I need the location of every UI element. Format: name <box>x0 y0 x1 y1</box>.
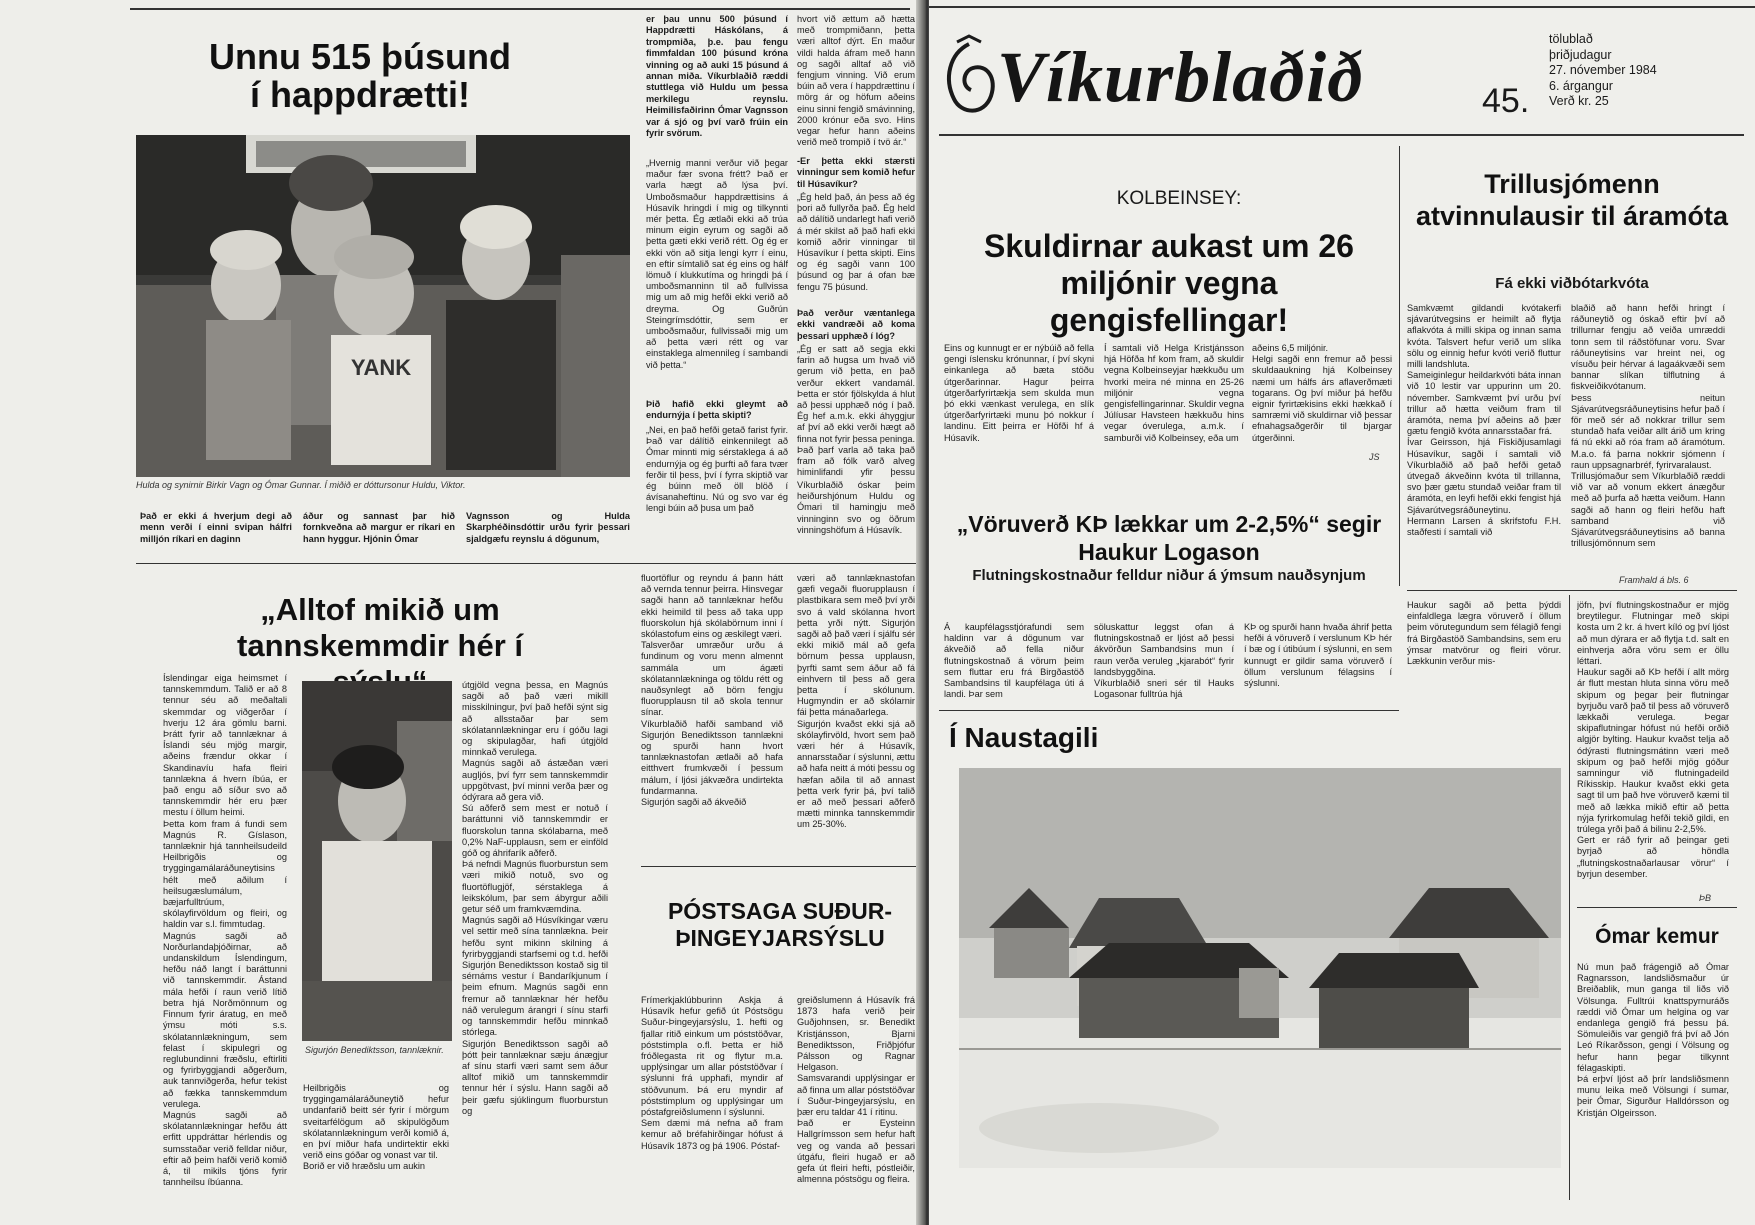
column-rule <box>1399 146 1400 586</box>
voruverd-headline: „Vöruverð KÞ lækkar um 2-2,5%“ segir Haukur Logason <box>956 511 1382 565</box>
trillu-continued: Framhald á bls. 6 <box>1619 575 1689 585</box>
issue-label: tölublað <box>1549 32 1593 46</box>
naustagil-headline: Í Naustagili <box>949 722 1099 753</box>
dental-col3: útgjöld vegna þessa, en Magnús sagði að það væri mikill misskilningur, því það hefði sýnt sig að allsstaðar þar sem skólatannlækningar eru í góðu lagi og skipulagðar, hafi útgjöld minnkað verulega. Magnús sagði að ástæðan væri augljós, því fyrr sem tannskemmdir uppgötvast, því minni verða þær og ódýrara að gera við. Sú aðferð sem mest er notuð í baráttunni við tannskemmdir er fluorskolun tanna skólabarna, með 0,2% NaF-upplausn, sem er einföld góð og áhrifarík aðferð. Þá nefndi Magnús fluorburstun sem væri mikið notuð, svo og fluortöflugjöf, sérstaklega á leikskólum, þar sem ábyrgur aðili getur séð um framkvæmdina. Magnús sagði að Húsvíkingar væru vel settir með sína tannlækna. Þeir hefðu synt mikinn skilning á fyrirbyggjandi starfsemi og t.d. hefði Sigurjón Benediktsson kostað sig til sérnáms vestur í Bandaríkjunum í þeim efnum. Magnús sagði enn fremur að tannlæknar hér hefðu náð verulegum árangri í sínu starfi og tannskemmdir hefðu minnkað stórlega. Sigurjón Benediktsson sagði að þótt þeir tannlæknar sæju ánægjur af sínu starfi væri samt sem áður alltof mikið um tannskemmdir tennur hér í sýslu. Hann sagði að þeir gæfu sjúklingum fluorburstun og <box>462 680 608 1116</box>
lottery-col-a-intro: er þau unnu 500 þúsund í Happdrætti Háskólans, á trompmiða, þ.e. þau fengu fimmfaldan 100 þúsund króna vinning og að auki 15 þúsund á annan miða. Víkurblaðið ræddi stuttlega við Huldu um þessa merkilegu reynslu. Heimilisfaðirinn Ómar Vagnsson var á sjó og því varð frúin ein fyrir svörum. <box>646 14 788 139</box>
top-rule <box>130 8 910 10</box>
voruverd-col1: Á kaupfélagsstjórafundi sem haldinn var á dögunum var ákveðið að fella niður flutningskostnað á vörum þeim sem fluttar eru frá Birgðastöð Sambandsins til kaupfélaga úti á landi. Þar sem <box>944 622 1084 700</box>
lottery-col-b-body2: „Ég held það, án þess að ég þori að fullyrða það. Ég held að dálítið undarlegt hafi verið á mér skilst að það hafi ekki komið aðrir vinningar til Húsavíkur í þetta skipti. Eins og ég sagði vann 100 þúsund og þar á ofan bæ fengu 75 þúsund. <box>797 192 915 292</box>
issue-price: Verð kr. 25 <box>1549 94 1609 108</box>
masthead-emblem-icon <box>939 34 999 124</box>
postal-col2: greiðslumenn á Húsavík frá 1873 hafa verið þeir Guðjohnsen, sr. Benedikt Kristjánsson, Bjarni Benediktsson, Friðþjófur Pálsson og Ragnar Helgason. Samsvarandi upplýsingar er að finna um allar póststöðvar í Suður-Þingeyjarsýslu, en þær eru taldar 41 í ritinu. Það er Eysteinn Hallgrímsson sem hefur haft veg og vanda að þessari útgáfu, fleiri hugað er að gefa út fleiri hefti, póstleiðir, almenna póstsögu og fleira. <box>797 995 915 1185</box>
voruverd-col2: söluskattur leggst ofan á flutningskostnað er ljóst að þessi ákvörðun Sambandsins mun í raun verða veruleg „kjarabót“ fyrir landsbyggðina. Víkurblaðið sneri sér til Hauks Logasonar fulltrúa hjá <box>1094 622 1234 700</box>
trillu-subhead: Fá ekki viðbótarkvóta <box>1495 275 1649 292</box>
dentist-caption: Sigurjón Benediktsson, tannlæknir. <box>305 1045 444 1055</box>
trillu-col1: Samkvæmt gildandi kvótakerfi sjávarútvegsins er heimilt að flytja aflakvóta á milli skipa og innan sama kvóta. Talsvert hefur verið um slíka sölu og einnig hefur kvóti verið fluttur milli landshluta. Sameiginlegur heildarkvóti báta innan við 10 lestir var uppurinn um 20. nóvember. Samkvæmt því urðu því trillur að hætta veiðum fram til áramóta, nema því aðeins að þær gætu fengið kvóta annarsstaðar frá. Ívar Geirsson, hjá Fiskiðjusamlagi Húsavíkur, sagði í samtali við Víkurblaðið að það hefði getað útvegað ákveðinn kvóta til trillanna, svo þær gætu stundað veiðar fram til áramóta, en leyfi hefði ekki fengist hjá Sjávarútvegsráðuneytinu. Hermann Larsen á skrifstofu F.H. staðfesti í samtali við <box>1407 303 1561 538</box>
voruverd-subhead: Flutningskostnaður felldur niður á ýmsum nauðsynjum <box>972 567 1366 584</box>
lottery-column-b <box>797 14 915 559</box>
masthead-title: Víkurblaðið <box>997 37 1365 117</box>
lottery-headline <box>140 38 580 114</box>
kolbeinsey-col1: Eins og kunnugt er er nýbúið að fella gengi íslensku krónunnar, í því skyni einkanlega að bæta stöðu útgerðarinnar. Hagur þeirra útgerðarfyrirtækja sem skulda mun þó ekki vænkast verulega, en slík útgerðarfyrirtæki munu þó nokkur í landinu. Eitt þeirra er Höfði hf á Húsavík. <box>944 343 1094 443</box>
postal-headline: PÓSTSAGA SUÐUR-ÞINGEYJARSÝSLU <box>667 898 893 951</box>
kolbeinsey-headline: Skuldirnar aukast um 26 miljónir vegna gengisfellingar! <box>984 228 1354 338</box>
omar-col: Nú mun það frágengið að Ómar Ragnarsson, landsliðsmaður úr Breiðablik, mun ganga til liðs við Völsunga. Fulltrúi knattspyrnuráðs ræddi við Ómar um helgina og var endanlega gengið frá þessu þá. Sömuleiðis var gengið frá því að Jón Leó Ríkarðsson, gengi í Völsung og hefur hann þegar tilkynnt félagaskipti. Þá erþví ljóst að þrír landsliðsmenn munu leika með Völsungi í sumar, þeir Ómar, Sigurður Halldórsson og Kristján Olgeirsson. <box>1577 962 1729 1118</box>
kolbeinsey-kicker: KOLBEINSEY: <box>1116 188 1242 209</box>
svg-text:YANK: YANK <box>350 355 412 380</box>
issue-weekday: þriðjudagur <box>1549 47 1612 62</box>
naustagil-photo-image <box>959 768 1561 1168</box>
kolbeinsey-col3: aðeins 6,5 miljónir. Helgi sagði enn fremur að þessi skuldaaukning hjá Kolbeinsey næmi um hálfs árs aflaverðmæti togarans. Og því miður þá hefðu eignir fyrirtækisins ekki hækkað í samræmi við skuldirnar við þessar efnahagsaðgerðir til bjargar útgerðinni. <box>1252 343 1392 443</box>
lottery-headline-line1: Unnu 515 þúsund <box>208 36 511 77</box>
postal-rule <box>641 866 916 867</box>
naustagil-photo <box>959 768 1561 1168</box>
issue-number: 45. <box>1482 82 1530 120</box>
voruverd-col3: KÞ og spurði hann hvaða áhrif þetta hefði á vöruverð í verslunum KÞ hér í bæ og í útibúum í sýslunni, en sem kunnugt er gildir sama vöruverð í öllum verslunum félagsins í sýslunni. <box>1244 622 1392 689</box>
postal-col1: Frímerkjaklúbburinn Askja á Húsavík hefur gefið út Póstsögu Suður-Þingeyjarsýslu, 1. hefti og fjallar ritið einkum um póststöðvar, póststimpla o.fl. Þetta er hið fróðlegasta rit og flytur m.a. upplýsingar um allar póststöðvar í sýslunni frá upphafi, myndir af stöðvunum. Þá eru myndir af póststimplum og upplýsingar um póstafgreiðslumenn í sýslunni. Sem dæmi má nefna að fram kemur að bréfahirðingar hófust á Húsavík 1873 og þá 1906. Póstaf- <box>641 995 783 1151</box>
masthead-rule <box>939 134 1744 136</box>
column-rule-2 <box>1569 595 1570 1200</box>
dental-col1: Íslendingar eiga heimsmet í tannskemmdum. Talið er að 8 tennur séu að meðaltali skemmdar og viðgerðar í hverju 12 ára gömlu barni. Þrátt fyrir að tannlæknar á Íslandi séu mjög margir, aðeins frændur okkar í Skandinavíu hafa fleiri tannlækna á hvern íbúa, er það engu að síður svo að tannskemmdir hér eru þær mestu í öllum heimi. Þetta kom fram á fundi sem Magnús R. Gíslason, tannlæknir hjá tannheilsudeild Heilbrigðis og tryggingamálaráðuneytisins hélt með aðilum í heilsugæslumálum, bæjarfulltrúum, skólayfirvöldum og fleiri, og haldin var s.l. fimmtudag. Magnús sagði að Norðurlandaþjóðirnar, að undanskildum Íslendingum, hefðu náð langt í baráttunni við tannskemmdir. Ástand mála hefði í raun verið lítið betra hjá Norðmönnum og Finnum fyrir áratug, en með ýmsu móti s.s. skólatannlækningum, sem felast í skipulegri og reglubundinni fræðslu, eftirliti og fyrirbyggjandi aðgerðum, auk tannviðgerða, hefur tekist að fækka tannskemmdum verulega. Magnús sagði að skólatannlækningar hefðu átt erfitt uppdráttar hérlendis og sumsstaðar verið felldar niður, eftir að þeim hafði verið komið á, til mikils tjóns fyrir tannheilsu íbúanna. <box>163 673 287 1188</box>
voruverd-cont-col2: jöfn, því flutningskostnaður er mjög breytilegur. Flutningar með skipi kosta um 2 kr. á hvert kíló og því ljóst að mun dýrara er að flytja t.d. salt en einhverja aðra vöru sem er öllu léttari. Haukur sagði að KÞ hefði í allt mörg ár flutt mestan hluta sinna vöru með skipum og þegar þeir flutningar byrjuðu varð það til þess að vöruverð lækkaði verulega. Þegar skipaflutningar hófust nú hefði orðið algjör bylting. Haukur kvaðst telja að ódýrasti flutningsmátinn væri með skipum og það hefði mjög góður samningur við flutningadeild Ríkisskip. Haukur kvaðst ekki geta sagt til um það hve vöruverð kæmi til með að lækka mikið eftir að þetta nýja fyrirkomulag hefði tekið gildi, en trúlega yrði það á bilinu 2-2,5%. Gert er ráð fyrir að þeingar geti byrjað að höndla „flutningskostnaðarlausar vörur“ í byrjun desember. <box>1577 600 1729 879</box>
dentist-photo-image <box>302 681 452 1041</box>
trillu-col2: blaðið að hann hefði hringt í ráðuneytið og óskað eftir því að trillurnar fengju að veiða umræddi tonn sem til ráðstöfunar voru. Svar ráðuneytisins var hreint nei, og vísuðu þeir hérvar á lagaákvæði sem bannar slíkan tilflutning á fiskveiðikvótanum. Þess neitun Sjávarútvegsráðuneytisins hefur það í för með sér að nokkrar trillur sem stundað hafa veiðar allt árið um kring fá nú ekki að róa fram að áramótum. M.a.o. fá þarna nokkrir sjómenn í raun uppsagnarbréf, fyrirvaralaust. Trillusjómaður sem Víkurblaðið ræddi við var að vonum ekkert ánægður með að þurfa að hætta veiðum. Hann sagði að hann og fleiri hefðu haft samband við Sjávarútvegsráðuneytisins að banna trillusjómönnum sem <box>1571 303 1725 549</box>
lottery-col-b-question1: -Er þetta ekki stærsti vinningur sem komið hefur til Húsavíkur? <box>797 156 915 189</box>
naustagil-rule <box>939 710 1399 711</box>
issue-info <box>1549 32 1719 110</box>
lottery-col-a-body2: „Nei, en það hefði getað farist fyrir. Það var dálítið einkennilegt að Ómar minnti mig sérstaklega á að endurnýja og ég þurfti að fara tvær ferðir til þess, því í fyrra skiptið var ég búinn með öll blöð í ávísanaheftinu. Nú og svo var ég lengi búin að þusa um það <box>646 425 788 514</box>
kolbeinsey-col2: Í samtali við Helga Kristjánsson hjá Höfða hf kom fram, að skuldir vegna Kolbeinseyjar hækkuðu um hvorki meira né minna en 25-26 miljónir vegna gengisfellingarinnar. Skuldir vegna Júlíusar Havsteen hækkuðu hins vegar óverulega, a.m.k. í samburði við Kolbeinsey, eða um <box>1104 343 1244 443</box>
voruverd-signature: ÞB <box>1699 893 1712 903</box>
lottery-col-b-body: hvort við ættum að hætta með trompmiðann, þetta væri alltof dýrt. En maður vildi halda áfram með hann og sagði alltaf að við fengjum vinning. Við erum búin að vera í happdrættinu í mörg ár og höfum aðeins einu sinni fengið smávinning, 2000 krónur eða svo. Hins vegar hefur hann aðeins verið með trompið í tvö ár.“ <box>797 14 915 148</box>
issue-volume: 6. árgangur <box>1549 78 1613 93</box>
lottery-col-a-body: „Hvernig manni verður við þegar maður fær svona frétt? Það er varla hægt að lýsa því. Umboðsmaður happdrættisins á Húsavík hringdi í mig og tilkynnti mér þetta. Ég ætlaði ekki að trúa minum eigin eyrum og sagði að þetta gæti ekki verið rétt. Og ég er ekki vön að sitja lengi kyrr í einu, en eftir símtalið sat ég eins og hálf lömuð í klukkutíma og hringdi þá í umboðsmanninn til að fullvissa mig um að mig hefði ekki verið að dreyma. Og Guðrún Steingrímsdóttir, sem er umboðsmaður, fullvissaði mig um að þetta væri rétt og var einstaklega almennileg í sambandi við þetta.“ <box>646 158 788 370</box>
dental-col5: væri að tannlæknastofan gæfi vegaði fluorupplausn í plastbikara sem með því yrði svo á vald skólanna hvort þetta yrði nýtt. Sigurjón sagði að það væri í sjálfu sér ekki mikið mál að gefa börnum þessa upplausn, þyrfti samt sem áður að fá einhvern til þess að gera þetta í skólunum. Hugmyndin er að skólarnir fái þetta mánaðarlega. Sigurjón kvaðst ekki sjá að skólayfirvöld, hvort sem það væri hér á Húsavík, annarsstaðar í sýslunni, ættu að hafa neitt á móti þessu og hæfan aðila til að annast þetta verk fyrir þá, því talið er að með þessari aðferð mætti minnka tannskemmdir um 25-30%. <box>797 573 915 830</box>
lottery-lead-col1: Það er ekki á hverjum degi að menn verði í einni svipan hálfri milljón ríkari en daginn <box>140 511 292 544</box>
trillu-headline: Trillusjómenn atvinnulausir til áramóta <box>1415 169 1729 231</box>
lottery-col-b-body3: „Ég er satt að segja ekki farin að hugsa um hvað við gerum við þetta, en það verður ekkert vandamál. Þetta er stór fjölskylda á hlut að þessi upphæð nóg í það. Ég hef a.m.k. ekki áhyggjur af því að ekki verði hægt að finna not fyrir þessa peninga. Það þarf varla að taka það fram að fólk varð alveg himinlifandi yfir þessu <box>797 344 915 478</box>
voruverd-cont-col1: Haukur sagði að þetta þýddi einfaldlega lægra vöruverð í öllum þeim vörutegundum sem félagið fengi frá Birgðastöð Sambandsins, sem eru ýmsar matvörur og fleiri vörur. Lækkunin verður mis- <box>1407 600 1561 667</box>
family-photo-caption: Hulda og synirnir Birkir Vagn og Ómar Gunnar. Í miðið er dóttursonur Huldu, Viktor. <box>136 480 466 490</box>
masthead-logo <box>939 30 1365 130</box>
dentist-photo <box>302 681 452 1041</box>
family-photo <box>136 135 630 477</box>
lottery-column-a <box>646 14 788 559</box>
lottery-col-b-question2: Það verður væntanlega ekki vandræði að koma þessari upphæð í lóg? <box>797 308 915 341</box>
right-page <box>929 0 1755 1225</box>
top-rule-right <box>929 6 1755 8</box>
lottery-col-a-question: Þið hafið ekki gleymt að endurnýja í þetta skipti? <box>646 399 788 421</box>
trillu-rule <box>1407 590 1737 591</box>
section-rule <box>136 563 916 564</box>
lottery-col-b-end: Víkurblaðið óskar þeim heiðurshjónum Huldu og Ómari til hamingju með vinninginn svo og öðrum vinningshöfum á Húsavík. <box>797 480 915 535</box>
dental-headline: „Alltof mikið um tannskemmdir hér í <box>237 592 523 663</box>
lottery-headline-line2: í happdrætti! <box>250 73 470 115</box>
family-photo-image <box>136 135 630 477</box>
omar-rule <box>1577 907 1737 908</box>
omar-headline: Ómar kemur <box>1595 925 1719 948</box>
lottery-lead-col2: áður og sannast þar hið fornkveðna að margur er ríkari en hann hyggur. Hjónin Ómar <box>303 511 455 544</box>
kolbeinsey-signature: JS <box>1369 452 1380 462</box>
dental-col2: Heilbrigðis og tryggingamálaráðuneytið hefur undanfarið beitt sér fyrir í mörgum sveitarfélögum að skipulögðum skólatannlækningum verði komið á, en því miður hafa undirtektir ekki verið eins góðar og vonast var til. Borið er við hræðslu um aukin <box>303 1083 449 1172</box>
dental-col4: fluortöflur og reyndu á þann hátt að vernda tennur þeirra. Hinsvegar sagði hann að tannlæknar hefðu ekki heimild til þess að taka upp fluorskolun hjá skólabörnum inni í skólastofum eins og æskilegt væri. Talsverðar umræður urðu á fundinum og voru menn almennt sammála um ágæti skólatannlækninga og töldu rétt og nauðsynlegt að börn fengju fluorupplausn til að skola tennur sínar. Víkurblaðið hafði samband við Sigurjón Benediktsson tannlækni og spurði hann hvort tannlæknastofan ætlaði að hafa eitthvert frumkvæði í þessum málum, í ljósi jákvæðra undirtekta fundarmanna. Sigurjón sagði að ákveðið <box>641 573 783 808</box>
issue-date: 27. nóvember 1984 <box>1549 63 1657 77</box>
lottery-lead-col3: Vagnsson og Hulda Skarphéðinsdóttir urðu fyrir þessari sjaldgæfu reynslu á dögunum, <box>466 511 630 544</box>
